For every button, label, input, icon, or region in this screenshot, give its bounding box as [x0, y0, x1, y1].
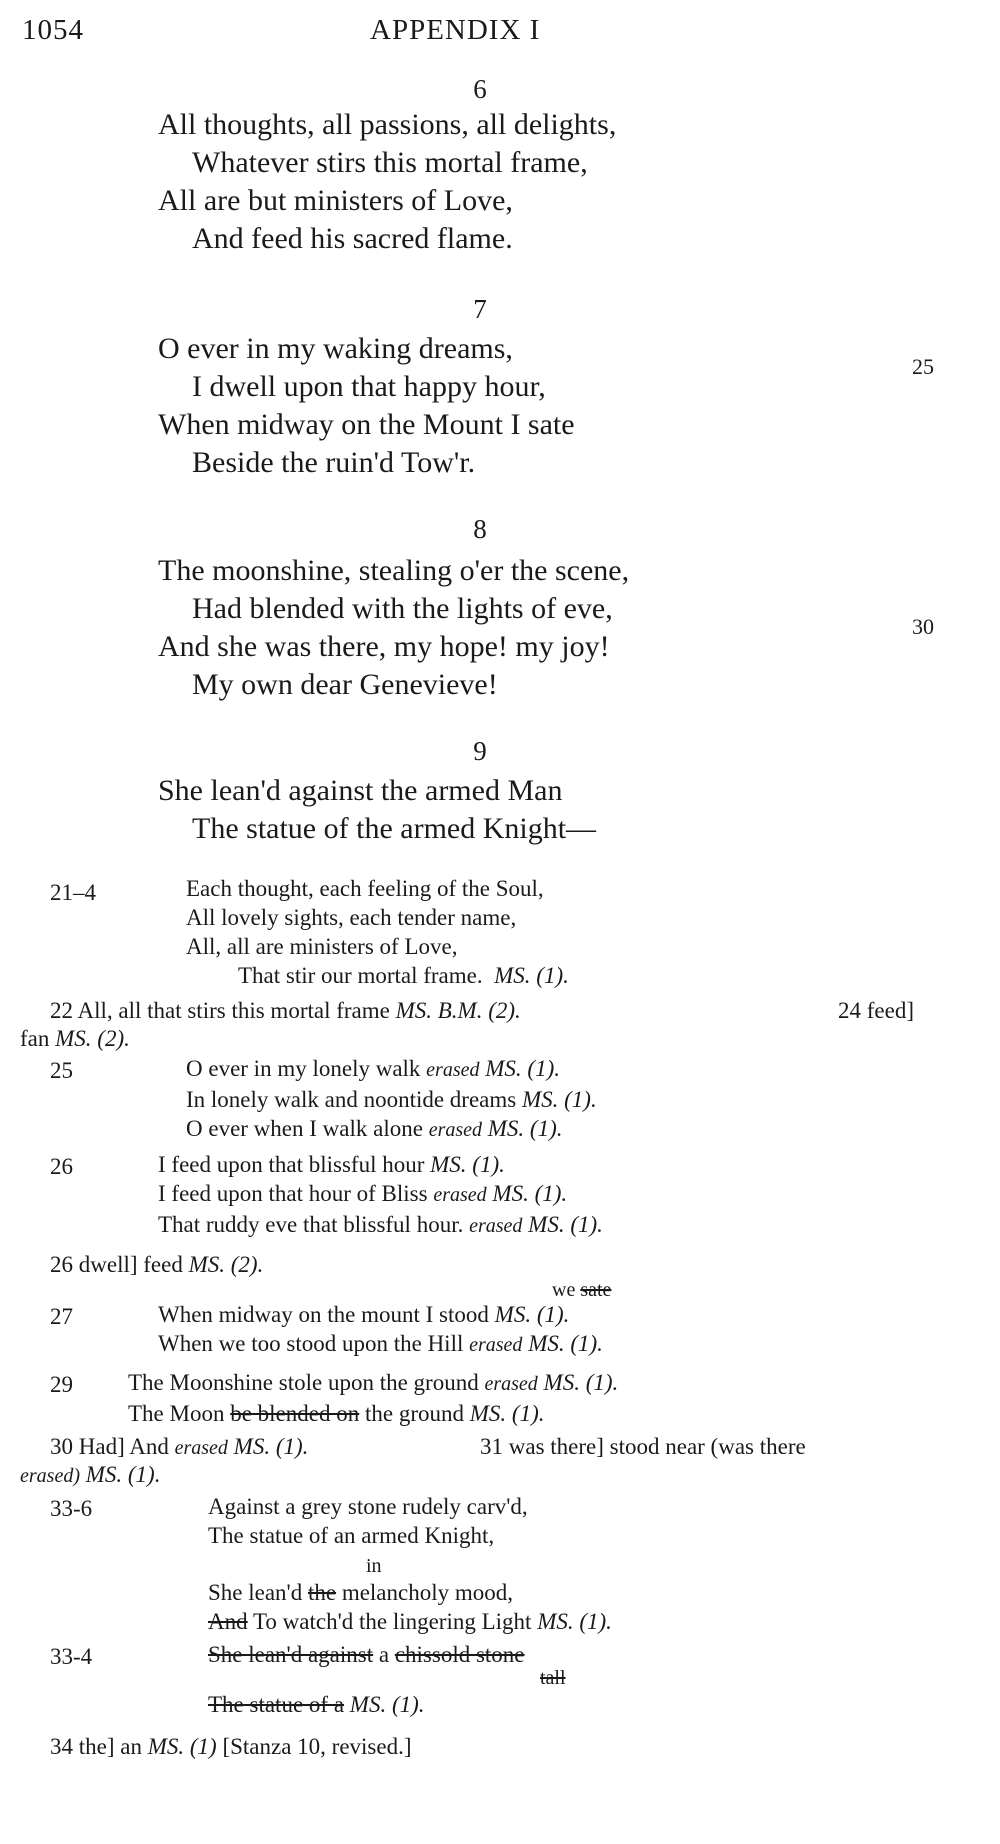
- note-ref: 27: [50, 1304, 73, 1329]
- variant-text: was there] stood near (was there: [508, 1434, 806, 1459]
- line-number: 30: [912, 614, 934, 639]
- variant-text: To watch'd the lingering Light: [252, 1609, 532, 1634]
- stanza-number: 9: [473, 736, 487, 766]
- variant-line: [158, 1210, 603, 1241]
- note-line: [50, 996, 521, 1025]
- variant-text: That stir our mortal frame.: [238, 963, 483, 988]
- note-line: [838, 996, 914, 1025]
- variant-line: All, all are ministers of Love,: [186, 934, 458, 959]
- variant-text: a: [378, 1642, 390, 1667]
- poem-line: All thoughts, all passions, all delights,: [158, 108, 617, 141]
- variant-text: I feed upon that blissful hour: [158, 1152, 425, 1177]
- stanza-number: 6: [473, 74, 487, 104]
- note-line: [20, 1460, 160, 1491]
- variant-line: [208, 1640, 525, 1669]
- source: MS. (1).: [521, 1087, 597, 1112]
- source: MS. (1).: [487, 1116, 563, 1141]
- variant-line: [186, 1085, 597, 1114]
- variant-text: fan: [20, 1026, 50, 1051]
- note-ref: 24: [838, 998, 861, 1023]
- source: MS. (1).: [485, 1056, 560, 1081]
- note-ref: 29: [50, 1372, 73, 1397]
- variant-block: [158, 1300, 603, 1360]
- variant-line: Against a grey stone rudely carv'd,: [208, 1494, 528, 1519]
- source: MS. (1).: [528, 1331, 603, 1356]
- variant-text: The Moon: [128, 1401, 225, 1426]
- variant-line: All lovely sights, each tender name,: [186, 905, 517, 930]
- poem-line: My own dear Genevieve!: [192, 668, 498, 701]
- variant-text: the] an: [78, 1734, 142, 1759]
- poem-line: All are but ministers of Love,: [158, 184, 513, 217]
- variant-line: [186, 961, 569, 990]
- variant-block: [208, 1492, 528, 1550]
- source: MS. (1).: [85, 1462, 161, 1487]
- erased-tag: erased: [484, 1373, 538, 1395]
- poem-line: She lean'd against the armed Man: [158, 774, 563, 807]
- erased-tag: erased: [469, 1215, 523, 1237]
- variant-block: [208, 1578, 612, 1636]
- variant-line: [158, 1150, 603, 1179]
- note-line: [20, 1024, 130, 1053]
- variant-block: [186, 874, 569, 990]
- poem-line: When midway on the Mount I sate: [158, 408, 575, 441]
- source: MS. (1).: [494, 963, 569, 988]
- interlinear-insertion: in: [366, 1555, 382, 1577]
- note-line: [50, 1732, 412, 1761]
- note-ref: 26: [50, 1252, 73, 1277]
- struck-text: And: [208, 1609, 248, 1634]
- struck-text: tall: [540, 1667, 566, 1689]
- line-number: 25: [912, 354, 934, 379]
- variant-text: melancholy mood,: [341, 1580, 513, 1605]
- insert-text: we: [552, 1279, 576, 1301]
- erased-tag: erased: [426, 1059, 480, 1081]
- note-ref: 33-4: [50, 1644, 93, 1669]
- variant-line: The statue of an armed Knight,: [208, 1523, 495, 1548]
- source: MS. (1).: [537, 1609, 612, 1634]
- poem-line: The moonshine, stealing o'er the scene,: [158, 554, 630, 587]
- variant-text: That ruddy eve that blissful hour.: [158, 1212, 464, 1237]
- variant-line: [208, 1690, 425, 1719]
- variant-line: [158, 1329, 603, 1360]
- variant-text: feed]: [866, 998, 914, 1023]
- running-title: APPENDIX I: [370, 14, 541, 46]
- variant-text: All, all that stirs this mortal frame: [77, 998, 390, 1023]
- note-line: [480, 1432, 806, 1461]
- source: MS. (1).: [492, 1181, 568, 1206]
- source: MS. (1).: [494, 1302, 570, 1327]
- note-ref: 33-6: [50, 1496, 93, 1521]
- erased-tag: erased: [174, 1437, 228, 1459]
- erased-tag: erased: [433, 1184, 487, 1206]
- variant-text: O ever when I walk alone: [186, 1116, 423, 1141]
- variant-line: [158, 1300, 603, 1329]
- stanza-number: 7: [473, 294, 487, 324]
- interlinear-insertion: [540, 1664, 566, 1693]
- note-line: [50, 1432, 308, 1463]
- variant-text: When we too stood upon the Hill: [158, 1331, 464, 1356]
- poem-line: And feed his sacred flame.: [192, 222, 513, 255]
- struck-text: She lean'd against: [208, 1642, 374, 1667]
- poem-line: Beside the ruin'd Tow'r.: [192, 446, 476, 479]
- note-ref: 25: [50, 1058, 73, 1083]
- poem-line: I dwell upon that happy hour,: [192, 370, 546, 403]
- source: MS. (2).: [188, 1252, 264, 1277]
- source: MS. (1).: [528, 1212, 603, 1237]
- source: MS. (1).: [349, 1692, 425, 1717]
- erased-tag: erased): [20, 1465, 80, 1487]
- note-line: [50, 1250, 263, 1279]
- variant-text: O ever in my lonely walk: [186, 1056, 421, 1081]
- variant-text: I feed upon that hour of Bliss: [158, 1181, 428, 1206]
- source: MS. (1).: [543, 1370, 619, 1395]
- variant-text: the ground: [364, 1401, 464, 1426]
- variant-block: [158, 1150, 603, 1241]
- note-ref: 34: [50, 1734, 73, 1759]
- source: MS. (1).: [233, 1434, 309, 1459]
- variant-text: In lonely walk and noontide dreams: [186, 1087, 517, 1112]
- struck-text: the: [307, 1580, 337, 1605]
- note-ref: 22: [50, 998, 73, 1023]
- source: MS. B.M. (2).: [395, 998, 521, 1023]
- editorial-note: [Stanza 10, revised.]: [222, 1734, 412, 1759]
- poem-line: The statue of the armed Knight—: [192, 812, 597, 845]
- variant-text: dwell] feed: [78, 1252, 183, 1277]
- variant-line: [158, 1179, 603, 1210]
- variant-text: When midway on the mount I stood: [158, 1302, 489, 1327]
- variant-line: [208, 1578, 612, 1607]
- poem-line: Had blended with the lights of eve,: [192, 592, 613, 625]
- variant-block: [186, 1054, 597, 1145]
- poem-line: And she was there, my hope! my joy!: [158, 630, 610, 663]
- note-ref: 26: [50, 1154, 73, 1179]
- poem-line: Whatever stirs this mortal frame,: [192, 146, 588, 179]
- erased-tag: erased: [428, 1119, 483, 1141]
- variant-block: [128, 1368, 618, 1428]
- source: MS. (1): [147, 1734, 217, 1759]
- stanza-number: 8: [473, 514, 487, 544]
- variant-text: Had] And: [78, 1434, 169, 1459]
- source: MS. (1).: [469, 1401, 545, 1426]
- struck-text: sate: [580, 1279, 612, 1301]
- poem-line: O ever in my waking dreams,: [158, 332, 513, 365]
- variant-line: [208, 1607, 612, 1636]
- variant-text: The Moonshine stole upon the ground: [128, 1370, 479, 1395]
- variant-line: [128, 1399, 618, 1428]
- erased-tag: erased: [469, 1334, 523, 1356]
- note-ref: 21–4: [50, 880, 96, 905]
- struck-text: be blended on: [230, 1401, 360, 1426]
- variant-text: She lean'd: [208, 1580, 303, 1605]
- note-ref: 30: [50, 1434, 73, 1459]
- variant-line: [128, 1368, 618, 1399]
- page-number: 1054: [22, 14, 84, 46]
- variant-line: [186, 1054, 597, 1085]
- source: MS. (1).: [430, 1152, 505, 1177]
- variant-line: [186, 1114, 597, 1145]
- struck-text: chissold stone: [394, 1642, 525, 1667]
- note-ref: 31: [480, 1434, 503, 1459]
- variant-line: Each thought, each feeling of the Soul,: [186, 876, 544, 901]
- source: MS. (2).: [55, 1026, 130, 1051]
- struck-text: The statue of a: [208, 1692, 345, 1717]
